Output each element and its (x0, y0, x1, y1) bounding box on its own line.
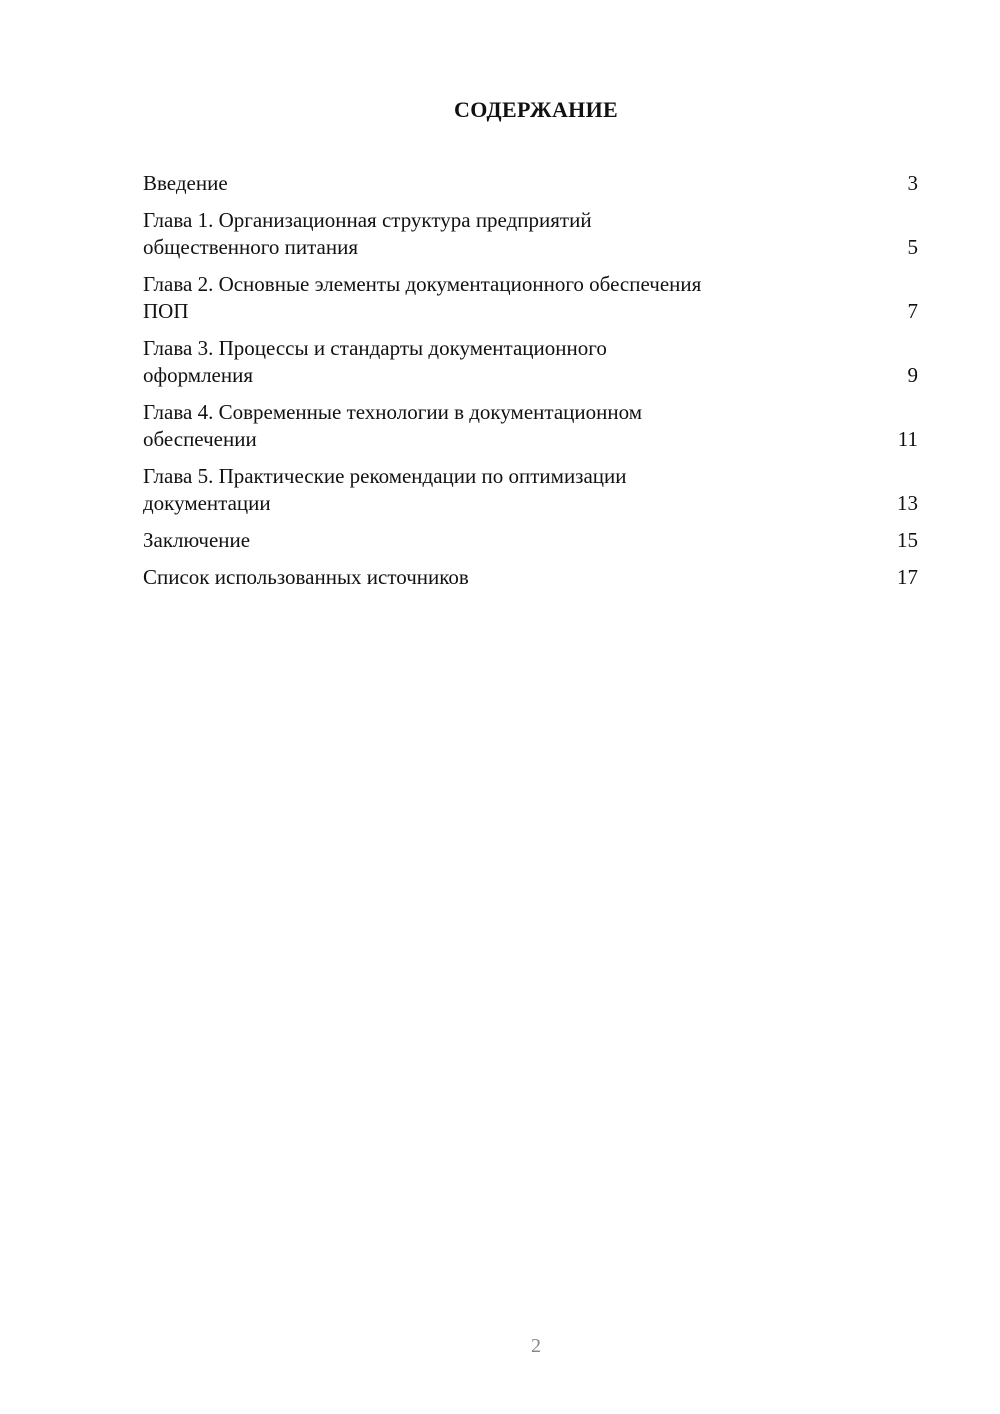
toc-entry-text (143, 170, 228, 197)
toc-entry-line: оформления (143, 363, 254, 387)
toc-entry-line: общественного питания (143, 235, 358, 259)
page-title: СОДЕРЖАНИЕ (454, 97, 618, 122)
toc-entry-text (143, 207, 592, 261)
page-number: 2 (531, 1335, 541, 1357)
toc-entry-chapter-2[interactable] (143, 271, 918, 325)
toc-entry-line: Глава 4. Современные технологии в документационном (143, 400, 643, 424)
toc-entry-line: Глава 3. Процессы и стандарты документационного (143, 336, 607, 360)
toc-entry-line: Глава 5. Практические рекомендации по оптимизации (143, 464, 627, 488)
toc-entry-line: Список использованных источников (143, 565, 469, 589)
toc-entry-chapter-5[interactable] (143, 463, 918, 517)
toc-entry-line: обеспечении (143, 427, 257, 451)
toc-entry-line: ПОП (143, 299, 189, 323)
toc-entry-page: 7 (907, 299, 918, 323)
toc-entry-text (143, 564, 469, 591)
toc-entry-page: 3 (907, 171, 918, 195)
toc-entry-introduction[interactable] (143, 170, 918, 197)
toc-entry-chapter-1[interactable] (143, 207, 918, 261)
table-of-contents (143, 170, 918, 601)
toc-entry-line: Глава 2. Основные элементы документационного обеспечения (143, 272, 702, 296)
toc-entry-page: 5 (907, 235, 918, 259)
toc-entry-text (143, 399, 642, 453)
toc-entry-line: Глава 1. Организационная структура предприятий (143, 208, 592, 232)
toc-entry-page: 15 (897, 528, 918, 552)
toc-entry-references[interactable] (143, 564, 918, 591)
toc-entry-text (143, 527, 250, 554)
toc-entry-conclusion[interactable] (143, 527, 918, 554)
toc-entry-line: Введение (143, 171, 228, 195)
toc-entry-line: документации (143, 491, 271, 515)
toc-entry-text (143, 463, 627, 517)
toc-entry-chapter-3[interactable] (143, 335, 918, 389)
toc-entry-page: 9 (907, 363, 918, 387)
toc-entry-text (143, 271, 701, 325)
toc-entry-line: Заключение (143, 528, 251, 552)
toc-entry-chapter-4[interactable] (143, 399, 918, 453)
toc-entry-text (143, 335, 607, 389)
toc-entry-page: 17 (897, 565, 918, 589)
toc-entry-page: 13 (897, 491, 918, 515)
toc-entry-page: 11 (897, 427, 918, 451)
